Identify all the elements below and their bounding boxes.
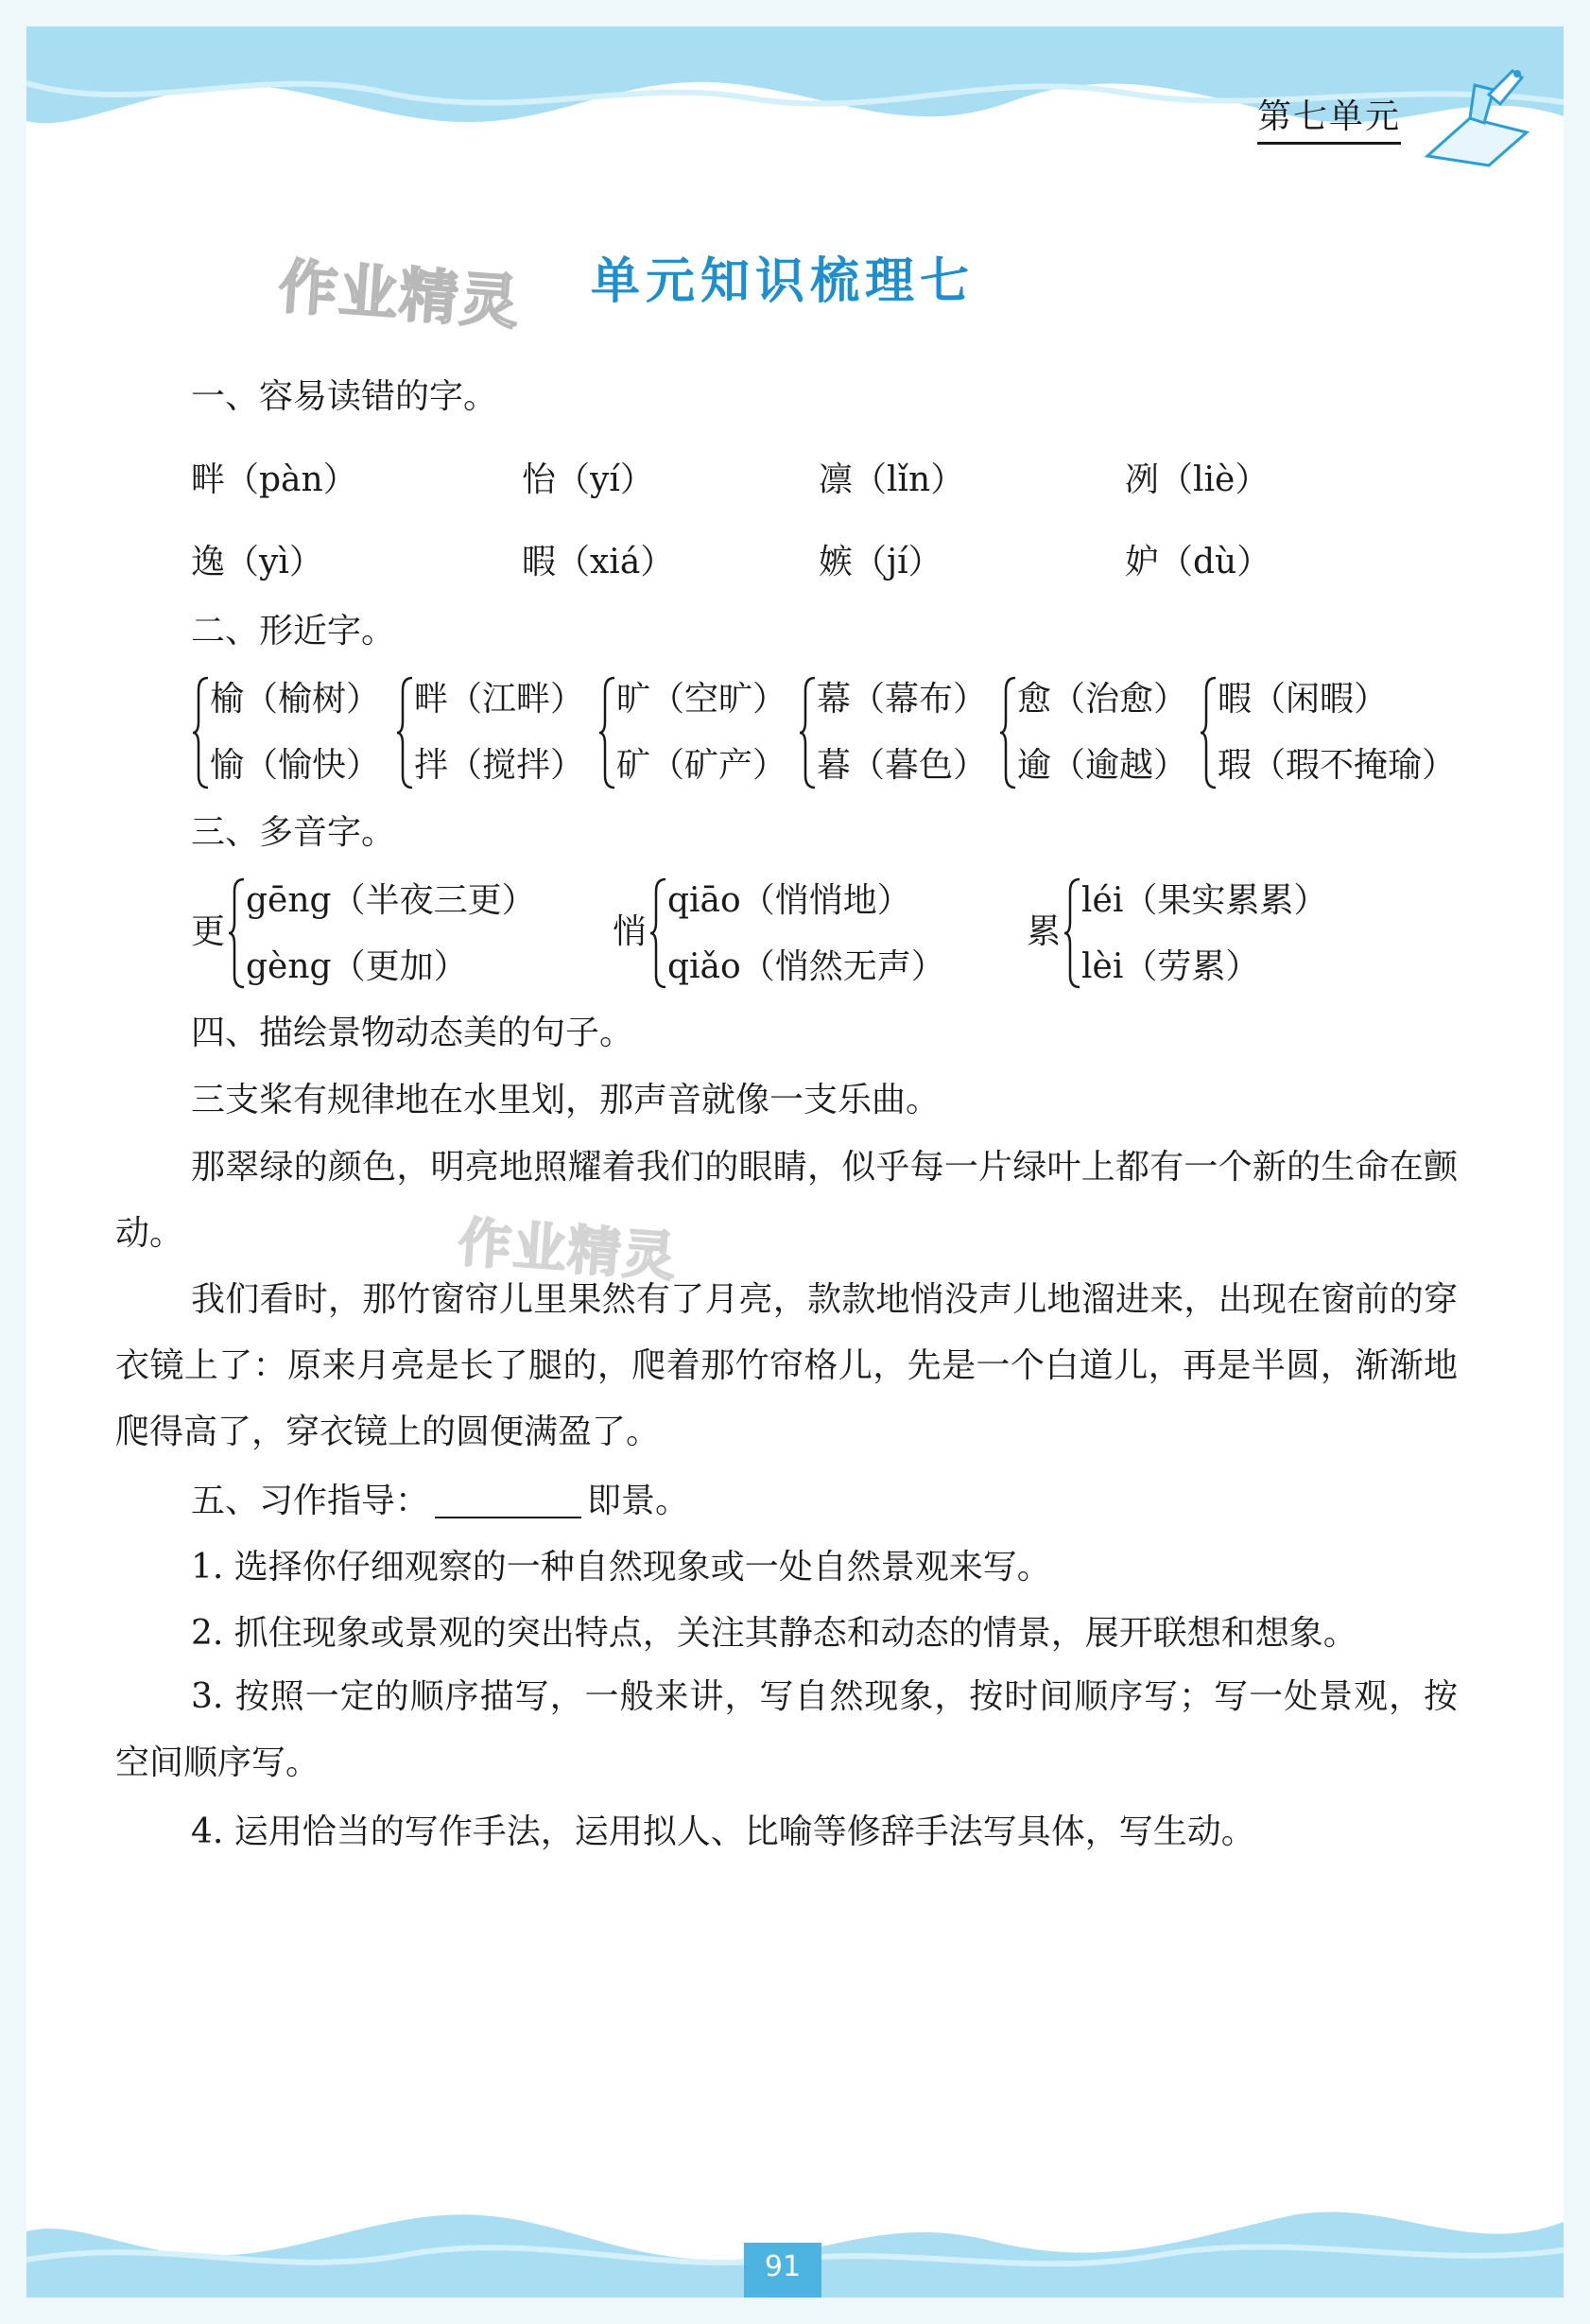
- watermark: 作业精灵: [276, 251, 523, 338]
- list-item: 逸（yì）: [191, 543, 323, 581]
- guide-item: 2. 抓住现象或景观的突出特点，关注其静态和动态的情景，展开联想和想象。: [191, 1614, 1357, 1653]
- example-sentence: 那翠绿的颜色，明亮地照耀着我们的眼睛，似乎每一片绿叶上都有一个新的生命在颤动。: [115, 1148, 1458, 1253]
- brace-icon: [1199, 676, 1218, 789]
- example-sentence: 三支桨有规律地在水里划，那声音就像一支乐曲。: [191, 1081, 941, 1119]
- polyphonic-char: 累: [1027, 912, 1062, 951]
- pinyin-reading: qiāo（悄悄地）: [667, 881, 911, 920]
- pinyin-reading: gēng（半夜三更）: [246, 881, 536, 920]
- list-item: 暇（xiá）: [522, 543, 675, 581]
- brace-icon: [1063, 877, 1081, 989]
- polyphonic-char: 更: [191, 912, 226, 951]
- similar-char: 暮（暮色）: [817, 746, 988, 785]
- similar-char: 畔（江畔）: [414, 680, 585, 719]
- pinyin-reading: léi（果实累累）: [1081, 881, 1328, 920]
- brace-icon: [191, 676, 210, 789]
- pinyin-reading: lèi（劳累）: [1081, 947, 1260, 986]
- similar-char: 愈（治愈）: [1017, 680, 1188, 719]
- brace-icon: [227, 877, 246, 989]
- similar-char: 榆（榆树）: [210, 680, 381, 719]
- similar-char: 拌（搅拌）: [414, 746, 585, 785]
- guide-item: 4. 运用恰当的写作手法，运用拟人、比喻等修辞手法写具体，写生动。: [191, 1812, 1255, 1851]
- heading-prefix: 五、习作指导：: [191, 1482, 430, 1520]
- fill-in-blank[interactable]: [435, 1488, 581, 1518]
- pencil-book-icon: [1423, 66, 1536, 170]
- heading-suffix: 即景。: [587, 1482, 690, 1520]
- similar-char: 矿（矿产）: [616, 746, 787, 785]
- pinyin-reading: qiǎo（悄然无声）: [667, 947, 945, 986]
- section-heading-1: 一、容易读错的字。: [191, 377, 498, 416]
- unit-label: 第七单元: [1257, 90, 1401, 145]
- list-item: 畔（pàn）: [191, 460, 357, 499]
- brace-icon: [597, 676, 616, 789]
- similar-char: 幕（幕布）: [817, 680, 988, 719]
- section-heading-3: 三、多音字。: [191, 813, 396, 852]
- guide-item: 1. 选择你仔细观察的一种自然现象或一处自然景观来写。: [191, 1548, 1051, 1587]
- list-item: 嫉（jí）: [819, 543, 942, 581]
- list-item: 怡（yí）: [522, 460, 654, 499]
- similar-char: 瑕（瑕不掩瑜）: [1218, 746, 1457, 785]
- similar-char: 旷（空旷）: [616, 680, 787, 719]
- list-item: 凛（lǐn）: [819, 460, 965, 499]
- example-sentence: 我们看时，那竹窗帘儿里果然有了月亮，款款地悄没声儿地溜进来，出现在窗前的穿衣镜上了：原来月亮是长了腿的，爬着那竹帘格儿，先是一个白道儿，再是半圆，渐渐地爬得高了，穿衣镜上的圆便满盈了。: [115, 1280, 1458, 1451]
- section-heading-4: 四、描绘景物动态美的句子。: [191, 1014, 634, 1052]
- brace-icon: [998, 676, 1017, 789]
- polyphonic-char: 悄: [613, 912, 648, 951]
- pinyin-reading: gèng（更加）: [246, 947, 468, 986]
- section-heading-5: [191, 1484, 689, 1518]
- brace-icon: [395, 676, 414, 789]
- brace-icon: [648, 877, 667, 989]
- watermark: 作业精灵: [456, 1211, 680, 1290]
- page-title: 单元知识梳理七: [591, 253, 976, 310]
- list-item: 冽（liè）: [1125, 460, 1270, 499]
- similar-char: 愉（愉快）: [210, 746, 381, 785]
- similar-char: 逾（逾越）: [1017, 746, 1188, 785]
- similar-char: 暇（闲暇）: [1218, 680, 1389, 719]
- list-item: 妒（dù）: [1125, 543, 1271, 581]
- brace-icon: [798, 676, 817, 789]
- guide-item: 3. 按照一定的顺序描写，一般来讲，写自然现象，按时间顺序写；写一处景观，按空间顺序写。: [115, 1677, 1458, 1782]
- page-number: 91: [764, 2250, 802, 2283]
- section-heading-2: 二、形近字。: [191, 612, 396, 650]
